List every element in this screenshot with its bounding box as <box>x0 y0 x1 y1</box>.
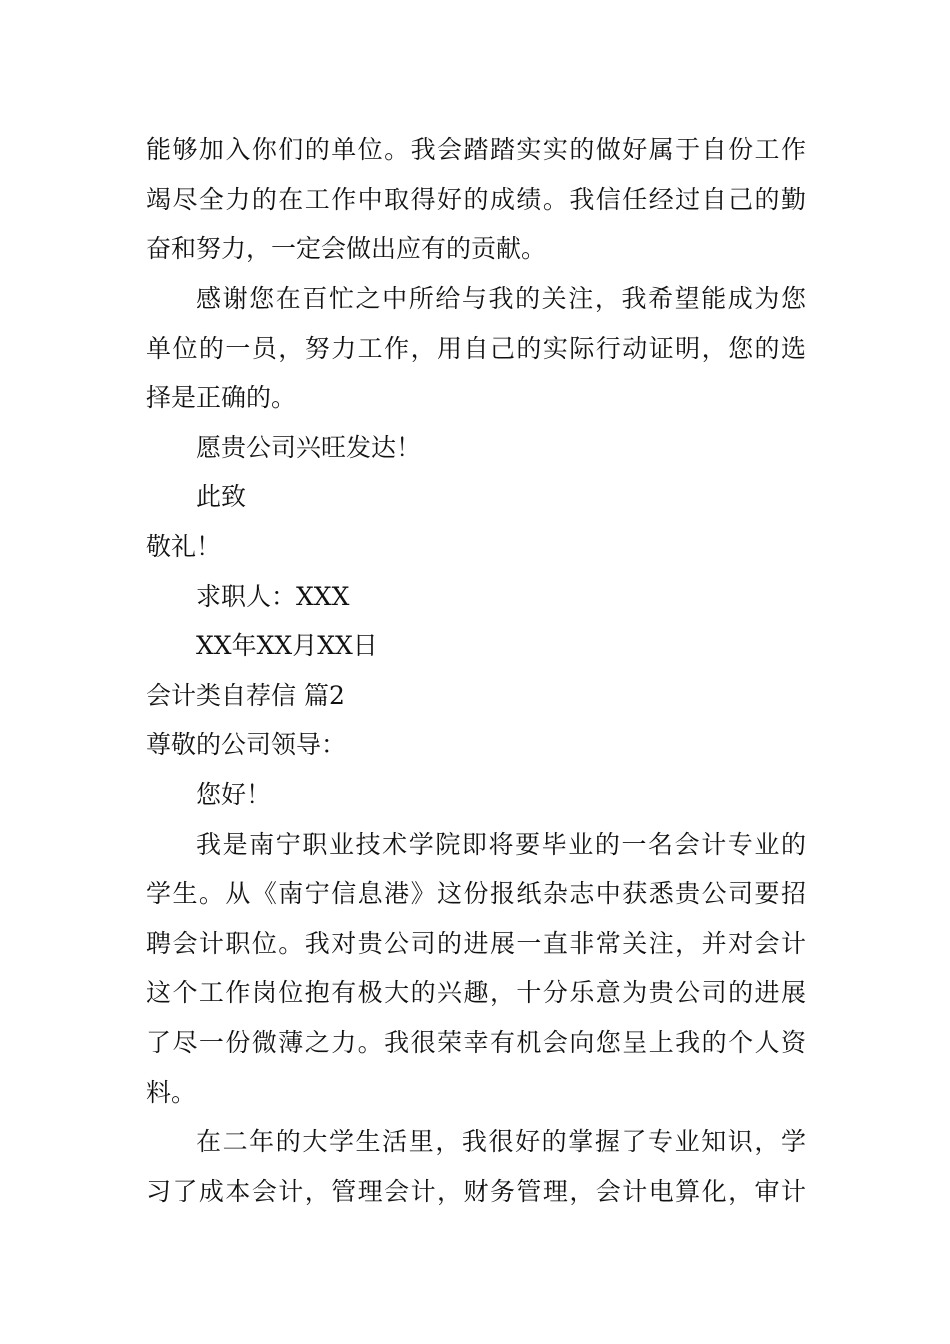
paragraph-line: 奋和努力，一定会做出应有的贡献。 <box>146 234 547 263</box>
closing-wish: 愿贵公司兴旺发达！ <box>196 433 422 462</box>
paragraph-line: 感谢您在百忙之中所给与我的关注，我希望能成为您 <box>196 284 806 313</box>
paragraph-line: 这个工作岗位抱有极大的兴趣，十分乐意为贵公司的进展 <box>146 978 806 1007</box>
paragraph-line: 竭尽全力的在工作中取得好的成绩。我信任经过自己的勤 <box>146 185 806 214</box>
applicant-signature: 求职人：XXX <box>196 582 350 611</box>
paragraph-line: 学生。从《南宁信息港》这份报纸杂志中获悉贵公司要招 <box>146 879 806 908</box>
letter-greeting: 尊敬的公司领导： <box>146 730 347 759</box>
paragraph-line: 我是南宁职业技术学院即将要毕业的一名会计专业的 <box>196 830 806 859</box>
paragraph-line: 习了成本会计，管理会计，财务管理，会计电算化，审计 <box>146 1177 806 1206</box>
salutation-regards: 敬礼！ <box>146 532 222 561</box>
paragraph-line: 单位的一员，努力工作，用自己的实际行动证明，您的选 <box>146 334 806 363</box>
paragraph-line: 能够加入你们的单位。我会踏踏实实的做好属于自份工作 <box>146 135 806 164</box>
paragraph-line: 聘会计职位。我对贵公司的进展一直非常关注，并对会计 <box>146 929 806 958</box>
paragraph-line: 了尽一份微薄之力。我很荣幸有机会向您呈上我的个人资 <box>146 1028 806 1057</box>
letter-date: XX年XX月XX日 <box>196 631 378 660</box>
paragraph-line: 择是正确的。 <box>146 383 297 412</box>
paragraph-line: 在二年的大学生活里，我很好的掌握了专业知识，学 <box>196 1127 806 1156</box>
salutation-closing: 此致 <box>196 482 247 511</box>
paragraph-line: 料。 <box>146 1078 197 1107</box>
greeting-hello: 您好！ <box>196 780 272 809</box>
section-title: 会计类自荐信 篇2 <box>146 681 345 710</box>
